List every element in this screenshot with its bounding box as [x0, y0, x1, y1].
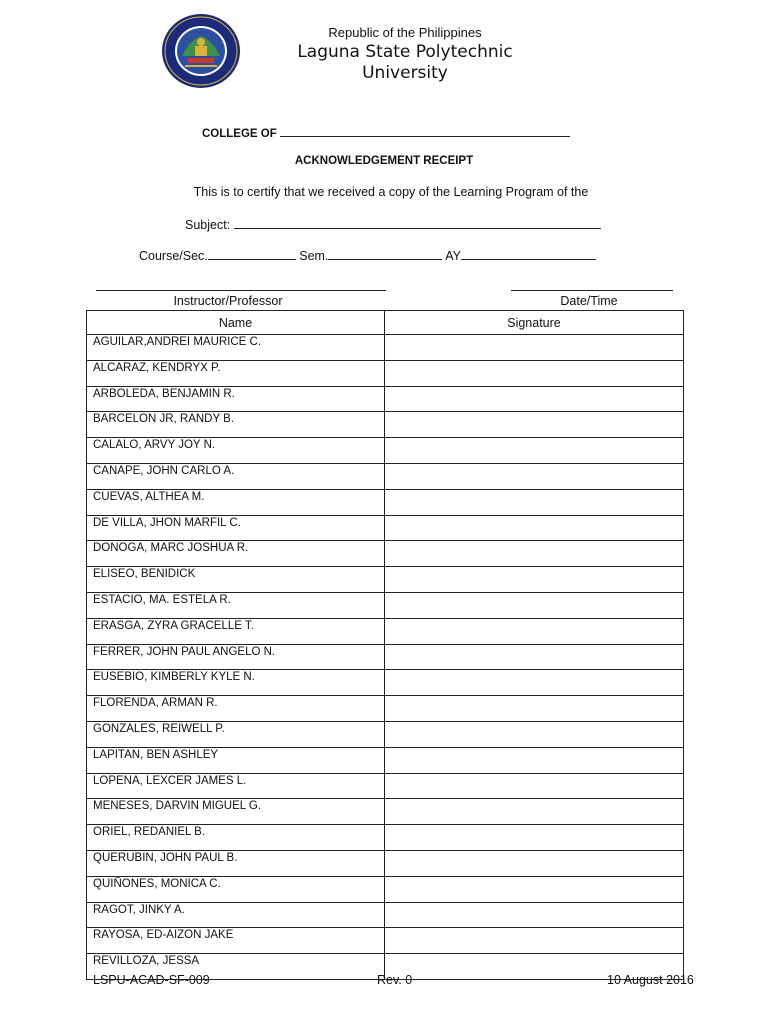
course-label: Course/Sec.	[139, 249, 208, 263]
certify-text: This is to certify that we received a copy of the Learning Program of the	[193, 185, 589, 199]
table-row	[87, 438, 684, 464]
datetime-line[interactable]	[511, 290, 673, 291]
student-name-cell: AGUILAR,ANDREI MAURICE C.	[87, 335, 385, 361]
course-sem-ay-line	[139, 247, 596, 263]
signature-cell[interactable]	[385, 747, 684, 773]
signature-cell[interactable]	[385, 876, 684, 902]
university-seal-logo	[160, 12, 242, 90]
signature-cell[interactable]	[385, 721, 684, 747]
university-name	[250, 42, 560, 84]
student-name-cell: CUEVAS, ALTHEA M.	[87, 489, 385, 515]
student-name-cell: MENESES, DARVIN MIGUEL G.	[87, 799, 385, 825]
student-name-cell: GONZALES, REIWELL P.	[87, 721, 385, 747]
student-name-cell: LOPENA, LEXCER JAMES L.	[87, 773, 385, 799]
university-name-line1: Laguna State Polytechnic	[297, 42, 513, 62]
signature-cell[interactable]	[385, 463, 684, 489]
table-row	[87, 747, 684, 773]
name-column-header: Name	[87, 311, 385, 335]
signature-cell[interactable]	[385, 592, 684, 618]
subject-label: Subject:	[185, 218, 231, 232]
student-name-cell: REVILLOZA, JESSA	[87, 954, 385, 980]
roster-table	[86, 310, 684, 980]
student-name-cell: CALALO, ARVY JOY N.	[87, 438, 385, 464]
student-name-cell: FLORENDA, ARMAN R.	[87, 696, 385, 722]
signature-cell[interactable]	[385, 541, 684, 567]
student-name-cell: ESTACIO, MA. ESTELA R.	[87, 592, 385, 618]
form-title: ACKNOWLEDGEMENT RECEIPT	[294, 155, 474, 167]
table-row	[87, 799, 684, 825]
student-name-cell: QUERUBIN, JOHN PAUL B.	[87, 850, 385, 876]
signature-cell[interactable]	[385, 360, 684, 386]
table-row	[87, 360, 684, 386]
table-row	[87, 412, 684, 438]
student-name-cell: ALCARAZ, KENDRYX P.	[87, 360, 385, 386]
signature-cell[interactable]	[385, 412, 684, 438]
signature-cell[interactable]	[385, 515, 684, 541]
ay-blank[interactable]	[461, 247, 596, 260]
table-row	[87, 567, 684, 593]
table-row	[87, 876, 684, 902]
signature-column-header: Signature	[385, 311, 684, 335]
table-row	[87, 335, 684, 361]
table-row	[87, 644, 684, 670]
table-row	[87, 670, 684, 696]
table-row	[87, 696, 684, 722]
table-row	[87, 850, 684, 876]
table-header-row	[87, 311, 684, 335]
signature-cell[interactable]	[385, 799, 684, 825]
signature-cell[interactable]	[385, 773, 684, 799]
student-name-cell: DONOGA, MARC JOSHUA R.	[87, 541, 385, 567]
table-row	[87, 721, 684, 747]
student-name-cell: ERASGA, ZYRA GRACELLE T.	[87, 618, 385, 644]
student-name-cell: QUIÑONES, MONICA C.	[87, 876, 385, 902]
instructor-signature-line[interactable]	[96, 290, 386, 291]
student-name-cell: BARCELON JR, RANDY B.	[87, 412, 385, 438]
datetime-label: Date/Time	[560, 294, 618, 308]
ay-label: AY	[445, 249, 461, 263]
signature-cell[interactable]	[385, 644, 684, 670]
college-line	[202, 124, 570, 140]
signature-cell[interactable]	[385, 618, 684, 644]
signature-cell[interactable]	[385, 386, 684, 412]
signature-cell[interactable]	[385, 850, 684, 876]
student-name-cell: ORIEL, REDANIEL B.	[87, 825, 385, 851]
signature-cell[interactable]	[385, 928, 684, 954]
table-row	[87, 773, 684, 799]
table-row	[87, 463, 684, 489]
university-name-line2: University	[362, 63, 448, 83]
student-name-cell: ARBOLEDA, BENJAMIN R.	[87, 386, 385, 412]
table-row	[87, 541, 684, 567]
student-name-cell: LAPITAN, BEN ASHLEY	[87, 747, 385, 773]
sem-label: Sem.	[299, 249, 329, 263]
table-row	[87, 592, 684, 618]
student-name-cell: DE VILLA, JHON MARFIL C.	[87, 515, 385, 541]
form-revision: Rev. 0	[377, 973, 413, 987]
republic-line: Republic of the Philippines	[328, 25, 482, 40]
signature-cell[interactable]	[385, 438, 684, 464]
table-row	[87, 386, 684, 412]
student-name-cell: RAYOSA, ED-AIZON JAKE	[87, 928, 385, 954]
college-label: COLLEGE OF	[202, 128, 277, 140]
signature-cell[interactable]	[385, 902, 684, 928]
student-name-cell: ELISEO, BENIDICK	[87, 567, 385, 593]
table-row	[87, 489, 684, 515]
signature-cell[interactable]	[385, 825, 684, 851]
table-row	[87, 928, 684, 954]
subject-line	[185, 216, 601, 232]
signature-cell[interactable]	[385, 670, 684, 696]
student-name-cell: RAGOT, JINKY A.	[87, 902, 385, 928]
signature-cell[interactable]	[385, 696, 684, 722]
instructor-label: Instructor/Professor	[173, 294, 283, 308]
college-blank[interactable]	[280, 124, 570, 137]
signature-cell[interactable]	[385, 489, 684, 515]
student-name-cell: FERRER, JOHN PAUL ANGELO N.	[87, 644, 385, 670]
course-blank[interactable]	[208, 247, 296, 260]
sem-blank[interactable]	[328, 247, 442, 260]
signature-cell[interactable]	[385, 335, 684, 361]
roster-body	[87, 335, 684, 980]
student-name-cell: EUSEBIO, KIMBERLY KYLE N.	[87, 670, 385, 696]
form-date: 10 August 2016	[607, 973, 694, 987]
table-row	[87, 825, 684, 851]
table-row	[87, 515, 684, 541]
student-name-cell: CANAPE, JOHN CARLO A.	[87, 463, 385, 489]
subject-blank[interactable]	[234, 216, 601, 229]
table-row	[87, 618, 684, 644]
form-code: LSPU-ACAD-SF-009	[93, 973, 210, 987]
signature-cell[interactable]	[385, 567, 684, 593]
table-row	[87, 902, 684, 928]
